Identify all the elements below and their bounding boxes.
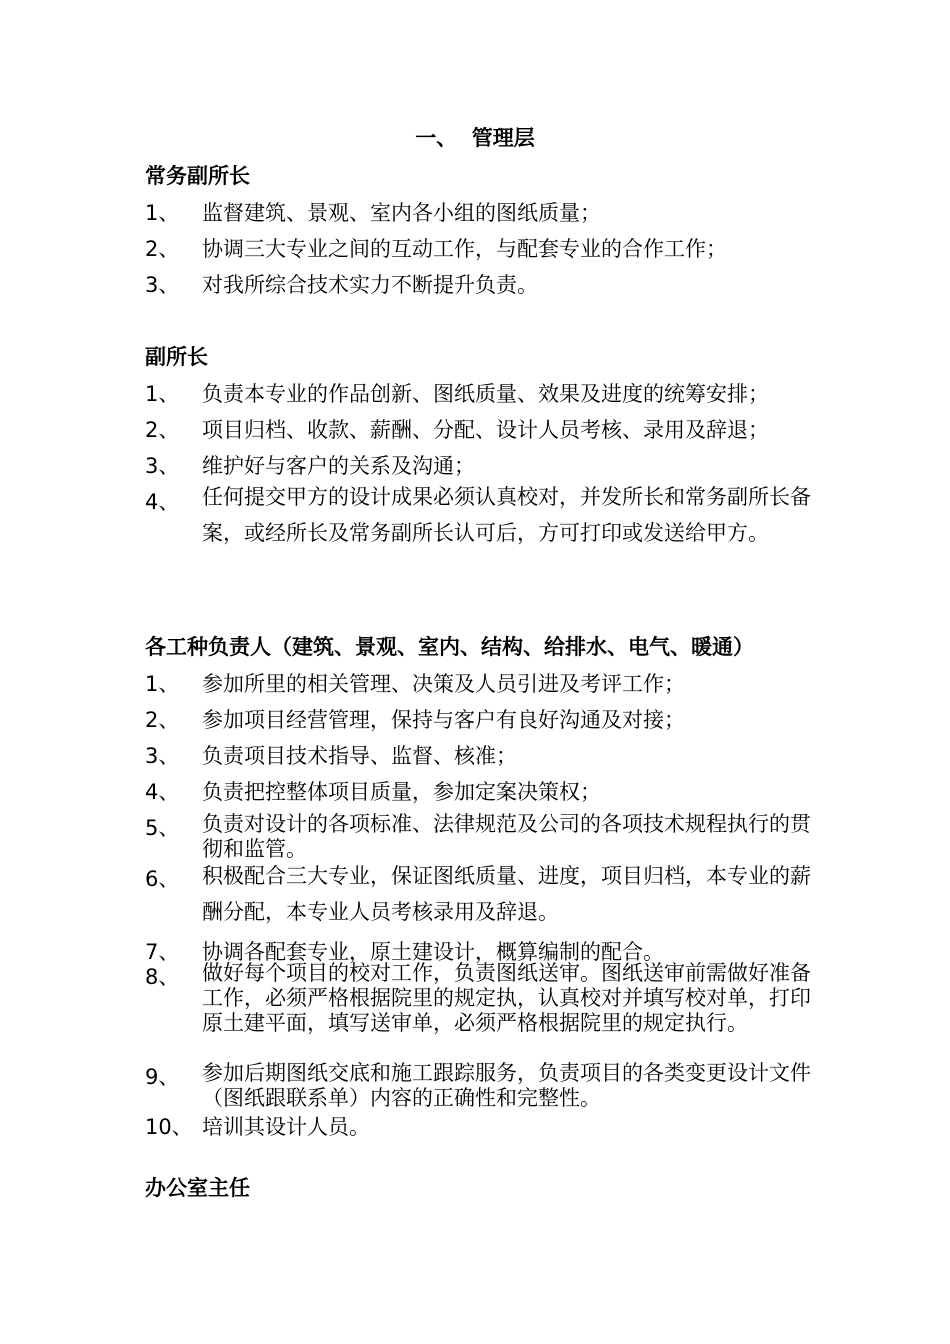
item-text: 参加所里的相关管理、决策及人员引进及考评工作；	[202, 672, 685, 696]
item-number: 3、	[145, 744, 180, 768]
section-heading-discipline-leads: 各工种负责人（建筑、景观、室内、结构、给排水、电气、暖通）	[145, 635, 754, 659]
item-text: 对我所综合技术实力不断提升负责。	[202, 273, 538, 297]
item-number: 6、	[145, 867, 180, 891]
item-number: 4、	[145, 490, 180, 514]
item-text: 项目归档、收款、薪酬、分配、设计人员考核、录用及辞退；	[202, 418, 769, 442]
item-text: 参加后期图纸交底和施工跟踪服务，负责项目的各类变更设计文件（图纸跟联系单）内容的正确性和完整性。	[202, 1061, 811, 1110]
item-text: 维护好与客户的关系及沟通；	[202, 454, 475, 478]
item-number: 1、	[145, 672, 180, 696]
item-number: 7、	[145, 940, 180, 964]
item-number: 5、	[145, 816, 180, 840]
item-text: 积极配合三大专业，保证图纸质量、进度，项目归档，本专业的薪酬分配，本专业人员考核录用及辞退。	[202, 864, 811, 924]
item-number: 3、	[145, 273, 180, 297]
item-number: 4、	[145, 780, 180, 804]
item-number: 8、	[145, 965, 180, 989]
section-heading-office-director: 办公室主任	[145, 1176, 250, 1200]
item-text: 负责本专业的作品创新、图纸质量、效果及进度的统筹安排；	[202, 382, 769, 406]
item-text: 负责对设计的各项标准、法律规范及公司的各项技术规程执行的贯彻和监管。	[202, 812, 811, 861]
item-text: 负责把控整体项目质量，参加定案决策权；	[202, 780, 601, 804]
item-text: 做好每个项目的校对工作，负责图纸送审。图纸送审前需做好准备工作，必须严格根据院里的规定执，认真校对并填写校对单，打印原土建平面，填写送审单，必须严格根据院里的规定执行。	[202, 961, 811, 1035]
item-text: 参加项目经营管理，保持与客户有良好沟通及对接；	[202, 708, 685, 732]
item-text: 协调三大专业之间的互动工作，与配套专业的合作工作；	[202, 237, 727, 261]
item-number: 1、	[145, 201, 180, 225]
item-text: 负责项目技术指导、监督、核准；	[202, 744, 517, 768]
item-text: 协调各配套专业，原土建设计，概算编制的配合。	[202, 940, 664, 964]
page-title: 一、 管理层	[415, 126, 535, 150]
item-text: 培训其设计人员。	[202, 1115, 370, 1139]
section-heading-executive-deputy-director: 常务副所长	[145, 164, 250, 188]
item-text: 任何提交甲方的设计成果必须认真校对，并发所长和常务副所长备案，或经所长及常务副所长认可后，方可打印或发送给甲方。	[202, 485, 811, 545]
item-text: 监督建筑、景观、室内各小组的图纸质量；	[202, 201, 601, 225]
section-heading-deputy-director: 副所长	[145, 345, 208, 369]
item-number: 2、	[145, 418, 180, 442]
item-number: 2、	[145, 708, 180, 732]
item-number: 3、	[145, 454, 180, 478]
item-number: 2、	[145, 237, 180, 261]
item-number: 9、	[145, 1065, 180, 1089]
item-number: 1、	[145, 382, 180, 406]
item-number: 10、	[145, 1115, 193, 1139]
